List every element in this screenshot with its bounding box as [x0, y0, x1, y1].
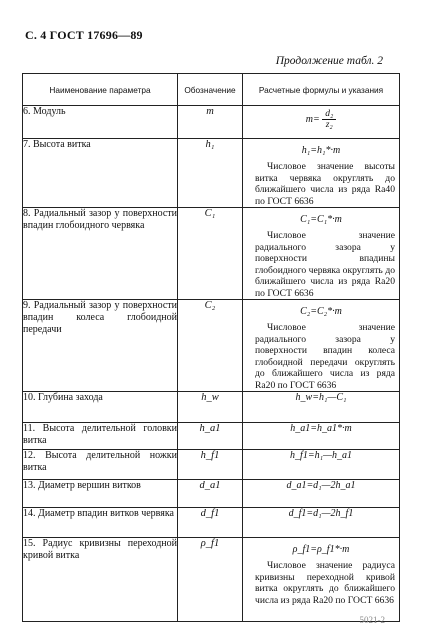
table-continuation-label: Продолжение табл. 2 — [275, 55, 383, 67]
parameter-formula: ρ_f1=ρ_f1*·m — [292, 544, 350, 555]
parameter-note: Числовое значение высоты витка червяка округлять до ближайшего числа из ряда Ra40 по ГОСТ 6636 — [255, 161, 395, 207]
table-row — [23, 208, 400, 300]
parameter-name: 14. Диаметр впадин витков червяка — [23, 508, 178, 538]
parameter-note: Числовое значение радиального зазора у поверхности впадины глобоидного червяка округлять до ближайшего числа из ряда Ra20 по ГОСТ 6636 — [255, 230, 395, 299]
parameter-formula — [243, 106, 400, 139]
parameter-formula: d_f1=d₁—2h_f1 — [243, 508, 400, 538]
parameter-formula: d_a1=d₁—2h_a1 — [243, 480, 400, 508]
parameter-note: Числовое значение радиального зазора у поверхности впадин колеса глобоидной передачи округлять до ближайшего числа из ряда Ra20 по ГОСТ 6636 — [255, 322, 395, 391]
parameter-formula-cell — [243, 300, 400, 392]
parameter-formula: h₁=h₁*·m — [301, 145, 341, 156]
parameter-name: 13. Диаметр вершин витков — [23, 480, 178, 508]
parameters-table — [22, 73, 400, 622]
formula-fraction — [322, 109, 336, 130]
parameter-name: 15. Радиус кривизны переходной кривой витка — [23, 538, 178, 622]
table-row — [23, 450, 400, 480]
fraction-numerator: d₂ — [322, 109, 336, 120]
table-row — [23, 139, 400, 208]
table-row — [23, 106, 400, 139]
parameter-name: 7. Высота витка — [23, 139, 178, 208]
parameter-symbol: d_f1 — [178, 508, 243, 538]
parameter-name: 11. Высота делительной головки витка — [23, 423, 178, 450]
parameter-symbol: h_a1 — [178, 423, 243, 450]
parameter-symbol: d_a1 — [178, 480, 243, 508]
parameter-formula: h_f1=h₁—h_a1 — [243, 450, 400, 480]
parameter-note: Числовое значение радиуса кривизны переходной кривой витка округлять до ближайшего числа из ряда Ra20 по ГОСТ 6636 — [255, 560, 395, 606]
parameter-formula: h_w=h₁—C₁ — [243, 392, 400, 423]
fraction-denominator: z₂ — [325, 120, 333, 130]
table-row — [23, 392, 400, 423]
formula-lhs: m= — [305, 113, 320, 125]
column-header-symbol: Обозначение — [178, 74, 243, 106]
parameter-symbol: m — [178, 106, 243, 139]
table-header-row — [23, 74, 400, 106]
page-mark: 5021-2 — [359, 615, 385, 625]
table-row — [23, 538, 400, 622]
parameter-name: 12. Высота делительной ножки витка — [23, 450, 178, 480]
parameter-formula: C₂=C₂*·m — [300, 306, 342, 317]
parameter-formula-cell — [243, 139, 400, 208]
column-header-name: Наименование параметра — [23, 74, 178, 106]
table-row — [23, 423, 400, 450]
table-row — [23, 508, 400, 538]
page-header: С. 4 ГОСТ 17696—89 — [25, 28, 143, 42]
parameter-name: 9. Радиальный зазор у поверхности впадин колеса глобоидной передачи — [23, 300, 178, 392]
parameter-symbol: C₂ — [178, 300, 243, 392]
parameter-symbol: C₁ — [178, 208, 243, 300]
parameter-symbol: h_f1 — [178, 450, 243, 480]
parameter-formula: C₁=C₁*·m — [300, 214, 342, 225]
parameter-symbol: h₁ — [178, 139, 243, 208]
column-header-formula: Расчетные формулы и указания — [243, 74, 400, 106]
parameter-name: 8. Радиальный зазор у поверхности впадин глобоидного червяка — [23, 208, 178, 300]
parameter-symbol: ρ_f1 — [178, 538, 243, 622]
parameter-formula-cell — [243, 208, 400, 300]
parameter-symbol: h_w — [178, 392, 243, 423]
parameter-formula-cell — [243, 538, 400, 622]
table-row — [23, 480, 400, 508]
parameter-formula: h_a1=h_a1*·m — [243, 423, 400, 450]
parameter-name: 10. Глубина захода — [23, 392, 178, 423]
parameter-name: 6. Модуль — [23, 106, 178, 139]
table-row — [23, 300, 400, 392]
